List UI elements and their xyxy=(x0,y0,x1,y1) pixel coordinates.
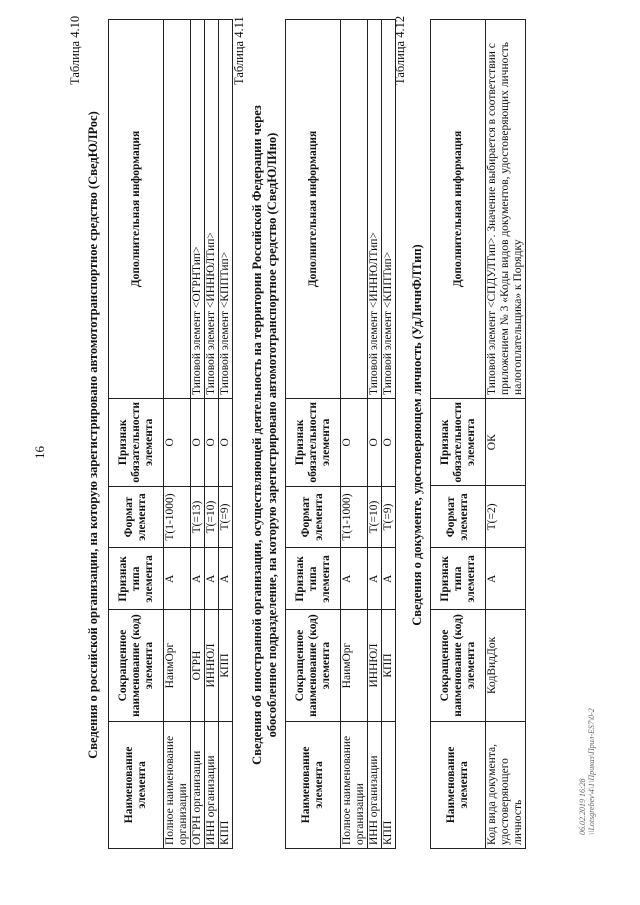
header-type: Признак типа элемента xyxy=(109,548,164,610)
header-type: Признак типа элемента xyxy=(286,548,341,610)
header-name: Наименование элемента xyxy=(286,721,341,848)
table-4-10-label: Таблица 4.10 xyxy=(68,15,82,85)
table-4-12-label: Таблица 4.12 xyxy=(393,15,407,85)
table-4-11-title-line2: обособленное подразделение, на которую зарегистрировано автомототранспортное средство (СведЮЛИно) xyxy=(265,132,279,738)
table-4-12 xyxy=(430,19,526,849)
header-info: Дополнительная информация xyxy=(286,20,341,399)
header-type: Признак типа элемента xyxy=(431,548,486,610)
cell-code: ОГРН xyxy=(191,610,205,721)
cell-format: T(=10) xyxy=(368,486,382,548)
cell-required: О xyxy=(164,399,191,487)
cell-type: А xyxy=(368,548,382,610)
table-row xyxy=(205,20,219,849)
header-name: Наименование элемента xyxy=(431,721,486,848)
page-number: 16 xyxy=(32,446,47,459)
cell-name: Полное наименование организации xyxy=(341,721,368,848)
cell-info: Типовой элемент <ИННЮЛТип> xyxy=(205,20,219,399)
header-format: Формат элемента xyxy=(109,486,164,548)
header-required: Признак обязательности элемента xyxy=(109,399,164,487)
cell-required: О xyxy=(368,399,382,487)
cell-info: Типовой элемент <СПДУЛТип>. Значение выбирается в соответствии с приложением № 3 «Коды видов документов, удостоверяющих личность налогоплательщика» к Порядку xyxy=(486,20,526,399)
table-4-11 xyxy=(285,19,396,849)
table-4-10 xyxy=(108,19,233,849)
cell-name: Код вида документа, удостоверяющего личность xyxy=(486,721,526,848)
cell-required: О xyxy=(191,399,205,487)
file-stamp-date: 06.02.2019 16:28 xyxy=(578,778,587,835)
cell-name: КПП xyxy=(382,721,396,848)
header-code: Сокращенное наименование (код) элемента xyxy=(431,610,486,721)
header-code: Сокращенное наименование (код) элемента xyxy=(286,610,341,721)
cell-type: А xyxy=(341,548,368,610)
cell-code: ИННЮЛ xyxy=(205,610,219,721)
cell-format: T(=13) xyxy=(191,486,205,548)
table-row xyxy=(164,20,191,849)
cell-info: Типовой элемент <КППТип> xyxy=(219,20,233,399)
file-stamp-path: \\Lotsgrebev\4\1\Приказ\Прил-ES7\0-2 xyxy=(587,708,596,835)
table-row xyxy=(368,20,382,849)
header-format: Формат элемента xyxy=(286,486,341,548)
header-required: Признак обязательности элемента xyxy=(286,399,341,487)
header-code: Сокращенное наименование (код) элемента xyxy=(109,610,164,721)
cell-name: КПП xyxy=(219,721,233,848)
cell-required: О xyxy=(205,399,219,487)
cell-info xyxy=(164,20,191,399)
table-4-12-title: Сведения о документе, удостоверяющем личность (УдЛичнФЛТип) xyxy=(410,244,424,626)
cell-name: Полное наименование организации xyxy=(164,721,191,848)
cell-info xyxy=(341,20,368,399)
cell-type: А xyxy=(382,548,396,610)
cell-name: ИНН организации xyxy=(205,721,219,848)
table-4-11-title xyxy=(250,5,280,865)
table-row xyxy=(382,20,396,849)
cell-name: ИНН организации xyxy=(368,721,382,848)
cell-type: А xyxy=(164,548,191,610)
cell-info: Типовой элемент <ОГРНТип> xyxy=(191,20,205,399)
header-required: Признак обязательности элемента xyxy=(431,398,486,486)
cell-required: ОК xyxy=(486,398,526,486)
cell-required: О xyxy=(219,399,233,487)
table-4-10-title: Сведения о российской организации, на которую зарегистрировано автомототранспортное средство (СведЮЛРос) xyxy=(86,111,100,759)
cell-format: T(1-1000) xyxy=(341,486,368,548)
table-row xyxy=(191,20,205,849)
cell-format: T(=2) xyxy=(486,486,526,548)
cell-format: T(=9) xyxy=(382,486,396,548)
cell-format: T(1-1000) xyxy=(164,486,191,548)
header-format: Формат элемента xyxy=(431,486,486,548)
table-row xyxy=(219,20,233,849)
cell-type: А xyxy=(219,548,233,610)
header-info: Дополнительная информация xyxy=(431,20,486,399)
cell-name: ОГРН организации xyxy=(191,721,205,848)
cell-code: НаимОрг xyxy=(164,610,191,721)
cell-info: Типовой элемент <ИННЮЛТип> xyxy=(368,20,382,399)
table-4-11-label: Таблица 4.11 xyxy=(232,16,246,85)
header-info: Дополнительная информация xyxy=(109,20,164,399)
cell-format: T(=10) xyxy=(205,486,219,548)
table-row xyxy=(341,20,368,849)
cell-type: А xyxy=(191,548,205,610)
cell-required: О xyxy=(382,399,396,487)
cell-code: ИННЮЛ xyxy=(368,610,382,721)
cell-code: НаимОрг xyxy=(341,610,368,721)
cell-format: T(=9) xyxy=(219,486,233,548)
header-name: Наименование элемента xyxy=(109,721,164,848)
cell-code: КодВидДок xyxy=(486,610,526,721)
cell-required: О xyxy=(341,399,368,487)
cell-code: КПП xyxy=(382,610,396,721)
cell-info: Типовой элемент <КППТип> xyxy=(382,20,396,399)
cell-type: А xyxy=(205,548,219,610)
cell-type: А xyxy=(486,548,526,610)
cell-code: КПП xyxy=(219,610,233,721)
table-row xyxy=(486,20,526,849)
table-4-11-title-line1: Сведения об иностранной организации, осуществляющей деятельность на территории Российской Федерации через xyxy=(250,105,264,765)
file-stamp xyxy=(578,708,596,835)
